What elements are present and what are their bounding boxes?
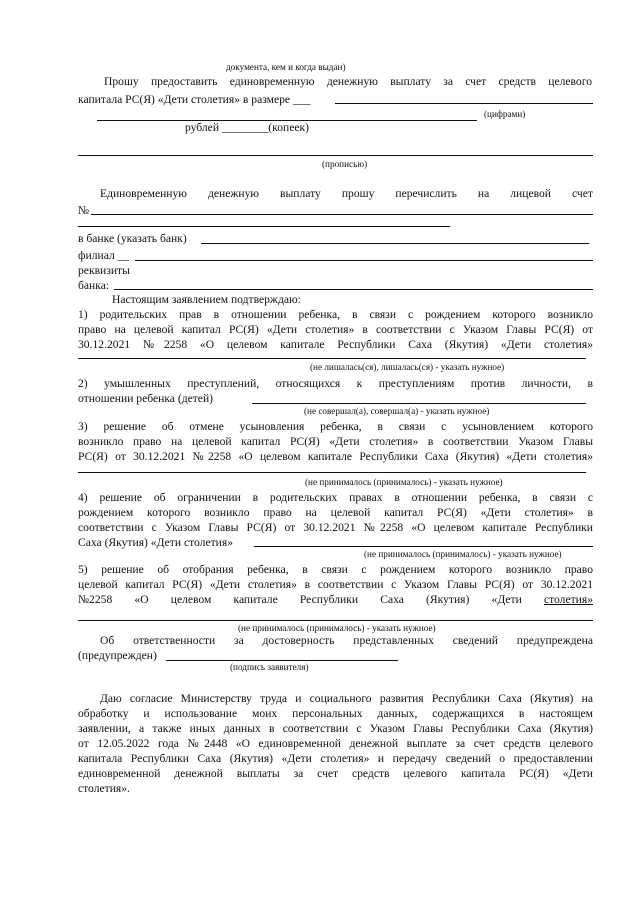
words-hint: (прописью)	[322, 159, 368, 169]
responsibility-line-2: (предупрежден)	[78, 649, 157, 662]
branch-field[interactable]	[135, 260, 593, 261]
item1-line-3: 30.12.2021 №2258 «О целевом капитале Республики Саха (Якутия) «Дети столетия»	[78, 338, 593, 351]
item4-hint: (не принималось (принималось) - указать нужное)	[364, 549, 562, 559]
item5-line-2: целевой капитал РС(Я) «Дети столетия» в соответствии с Указом Главы РС(Я) от 30.12.2021	[78, 578, 593, 591]
item3-line-3: РС(Я) от 30.12.2021 №2258 «О целевом капитале Республики Саха (Якутия) «Дети столетия»	[78, 450, 593, 463]
item2-answer-field[interactable]	[252, 403, 586, 404]
item5-line-1: 5) решение об отобрания ребенка, в связи с рождением которого возникло право	[78, 563, 593, 576]
item4-line-4: Саха (Якутия) «Дети столетия»	[78, 536, 233, 549]
signature-field[interactable]	[166, 660, 398, 661]
item1-line-1: 1) родительских прав в отношении ребенка, в связи с рождением которого возникло	[78, 308, 593, 321]
item5-line-3: №2258 «О целевом капитале Республики Саха (Якутия) «Дети столетия»	[78, 593, 593, 606]
consent-line-1: Даю согласие Министерству труда и социального развития Республики Саха (Якутия) на	[100, 692, 593, 705]
signature-hint: (подпись заявителя)	[230, 662, 309, 672]
item2-hint: (не совершал(а), совершал(а) - указать нужное)	[304, 406, 490, 416]
consent-line-7: столетия».	[78, 782, 130, 795]
item1-hint: (не лишалась(ся), лишалась(ся) - указать нужное)	[310, 362, 505, 372]
item3-line-1: 3) решение об отмене усыновления ребенка, в связи с усыновлением которого	[78, 420, 593, 433]
item4-line-3: соответствии с Указом Главы РС(Я) от 30.12.2021 №2258 «О целевом капитале Республики	[78, 521, 593, 534]
item1-line-2: право на целевой капитал РС(Я) «Дети столетия» в соответствии с Указом Главы РС(Я) от	[78, 323, 593, 336]
confirm-intro: Настоящим заявлением подтверждаю:	[112, 293, 301, 306]
request-line-1: Прошу предоставить единовременную денежную выплату за счет средств целевого	[104, 75, 592, 88]
document-issuer-hint: документа, кем и когда выдан)	[226, 62, 346, 72]
item4-answer-field[interactable]	[254, 546, 593, 547]
item2-line-1: 2) умышленных преступлений, относящихся к преступлениям против личности, в	[78, 377, 593, 390]
amount-words-field[interactable]	[78, 155, 593, 156]
item3-hint: (не принималось (принималось) - указать нужное)	[305, 477, 503, 487]
item3-line-2: возникло право на целевой капитал РС(Я) «Дети столетия» в соответствии Указом Главы	[78, 435, 593, 448]
branch-label: филиал __	[78, 249, 130, 262]
amount-field[interactable]	[335, 103, 593, 104]
item2-line-2: отношении ребенка (детей)	[78, 392, 214, 405]
consent-line-6: единовременной денежной выплаты за счет средств целевого капитала РС(Я) «Дети	[78, 767, 593, 780]
consent-line-3: заявлении, а также иных данных в соответствии с Указом Главы Республики Саха (Якутия)	[78, 722, 593, 735]
rubles-kopecks-line: рублей ________(копеек)	[185, 121, 309, 134]
bank-details-field[interactable]	[114, 289, 593, 290]
bank-field[interactable]	[201, 243, 589, 244]
digits-hint: (цифрами)	[484, 109, 526, 119]
bank-label: в банке (указать банк)	[78, 232, 187, 245]
request-line-2: капитала РС(Я) «Дети столетия» в размере ___	[78, 93, 311, 106]
account-number-field-cont[interactable]	[78, 226, 450, 227]
item3-answer-field[interactable]	[78, 472, 586, 473]
details-label-1: реквизиты	[78, 264, 130, 277]
consent-line-4: от 12.05.2022 года №2448 «О единовременной денежной выплате за счет средств целевого	[78, 737, 593, 750]
responsibility-line-1: Об ответственности за достоверность представленных сведений предупреждена	[100, 634, 593, 647]
account-number-label: №	[78, 204, 90, 217]
details-label-2: банка:	[78, 279, 110, 292]
account-number-field[interactable]	[91, 214, 593, 215]
item4-line-2: рождением которого возникло право на целевой капитал РС(Я) «Дети столетия» в	[78, 506, 593, 519]
item1-answer-field[interactable]	[78, 358, 586, 359]
consent-line-5: капитала Республики Саха (Якутия) «Дети столетия» и передачу сведений о предоставлении	[78, 752, 593, 765]
item5-hint: (не принималось (принималось) - указать нужное)	[238, 623, 436, 633]
item4-line-1: 4) решение об ограничении в родительских правах в отношении ребенка, в связи с	[78, 491, 593, 504]
account-line-1: Единовременную денежную выплату прошу перечислить на лицевой счет	[100, 187, 593, 200]
item5-answer-field[interactable]	[78, 620, 593, 621]
consent-line-2: обработку и использование моих персональных данных, содержащихся в настоящем	[78, 707, 593, 720]
